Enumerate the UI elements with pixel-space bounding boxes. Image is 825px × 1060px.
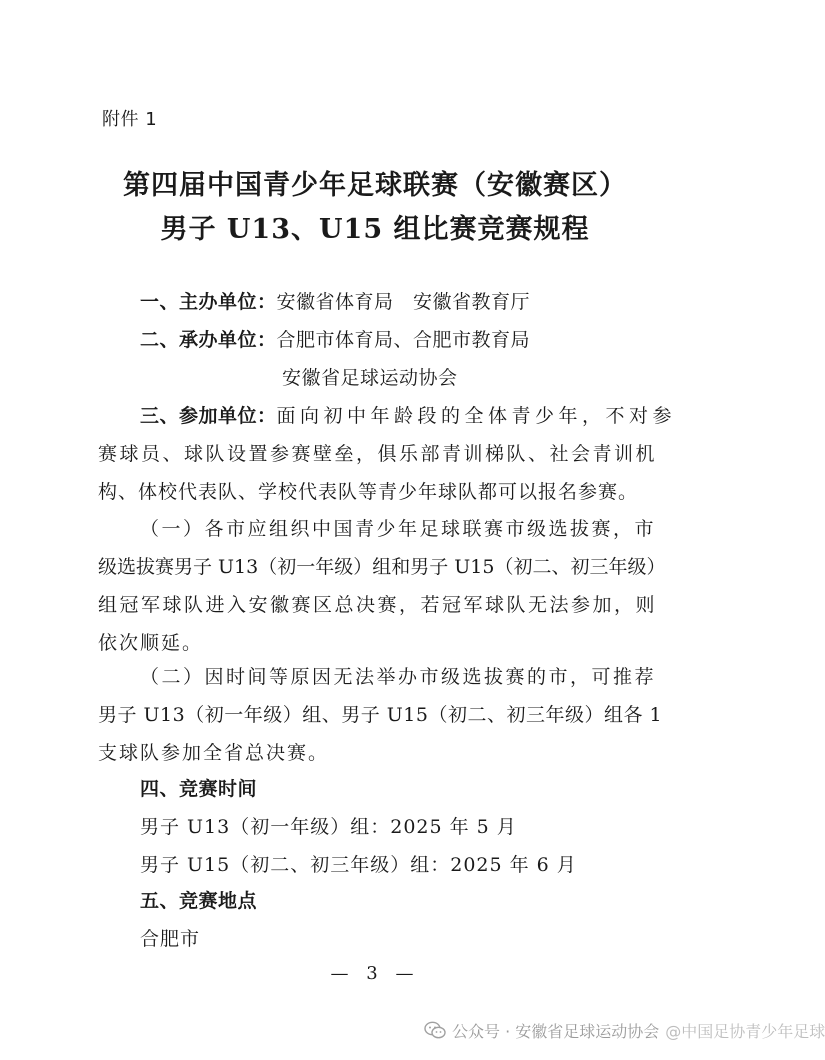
para2-line3: 支球队参加全省总决赛。 bbox=[98, 742, 330, 764]
section4-heading: 四、竞赛时间 bbox=[140, 778, 258, 800]
section4-line1: 男子 U13（初一年级）组：2025 年 5 月 bbox=[140, 816, 517, 838]
document-title-line1: 第四届中国青少年足球联赛（安徽赛区） bbox=[123, 170, 627, 201]
section3-line bbox=[140, 404, 676, 428]
para1-line3: 组冠军球队进入安徽赛区总决赛，若冠军球队无法参加，则 bbox=[98, 594, 658, 616]
section1-line bbox=[140, 290, 530, 314]
section1-heading: 一、主办单位： bbox=[140, 291, 277, 313]
page-number: — 3 — bbox=[330, 963, 420, 984]
section2-text-line2: 安徽省足球运动协会 bbox=[282, 367, 458, 389]
section5-heading: 五、竞赛地点 bbox=[140, 890, 258, 912]
attachment-label: 附件 1 bbox=[102, 109, 158, 130]
wechat-icon bbox=[424, 1021, 446, 1039]
section5-text: 合肥市 bbox=[140, 928, 201, 950]
para1-line1: （一）各市应组织中国青少年足球联赛市级选拔赛，市 bbox=[140, 518, 657, 540]
section2-line bbox=[140, 328, 530, 352]
section3-text-line3: 构、体校代表队、学校代表队等青少年球队都可以报名参赛。 bbox=[98, 481, 639, 503]
watermark-text: 公众号 · 安徽省足球运动协会 bbox=[452, 1021, 660, 1041]
watermark-tail: @中国足协青少年足球 bbox=[665, 1021, 825, 1041]
para2-line2: 男子 U13（初一年级）组、男子 U15（初二、初三年级）组各 1 bbox=[98, 704, 663, 726]
section3-heading: 三、参加单位： bbox=[140, 405, 277, 427]
section3-text-line2: 赛球员、球队设置参赛壁垒，俱乐部青训梯队、社会青训机 bbox=[98, 443, 658, 465]
section2-text-line1: 合肥市体育局、合肥市教育局 bbox=[276, 329, 531, 351]
para1-line2: 级选拔赛男子 U13（初一年级）组和男子 U15（初二、初三年级） bbox=[98, 556, 666, 578]
section4-line2: 男子 U15（初二、初三年级）组：2025 年 6 月 bbox=[140, 854, 577, 876]
para2-line1: （二）因时间等原因无法举办市级选拔赛的市，可推荐 bbox=[140, 666, 657, 688]
section3-text-line1: 面向初中年龄段的全体青少年，不对参 bbox=[276, 405, 677, 427]
section2-heading: 二、承办单位： bbox=[140, 329, 277, 351]
watermark bbox=[424, 1016, 825, 1044]
section1-text: 安徽省体育局 安徽省教育厅 bbox=[276, 291, 531, 313]
document-title-line2: 男子 U13、U15 组比赛竞赛规程 bbox=[160, 214, 590, 245]
para1-line4: 依次顺延。 bbox=[98, 632, 204, 654]
